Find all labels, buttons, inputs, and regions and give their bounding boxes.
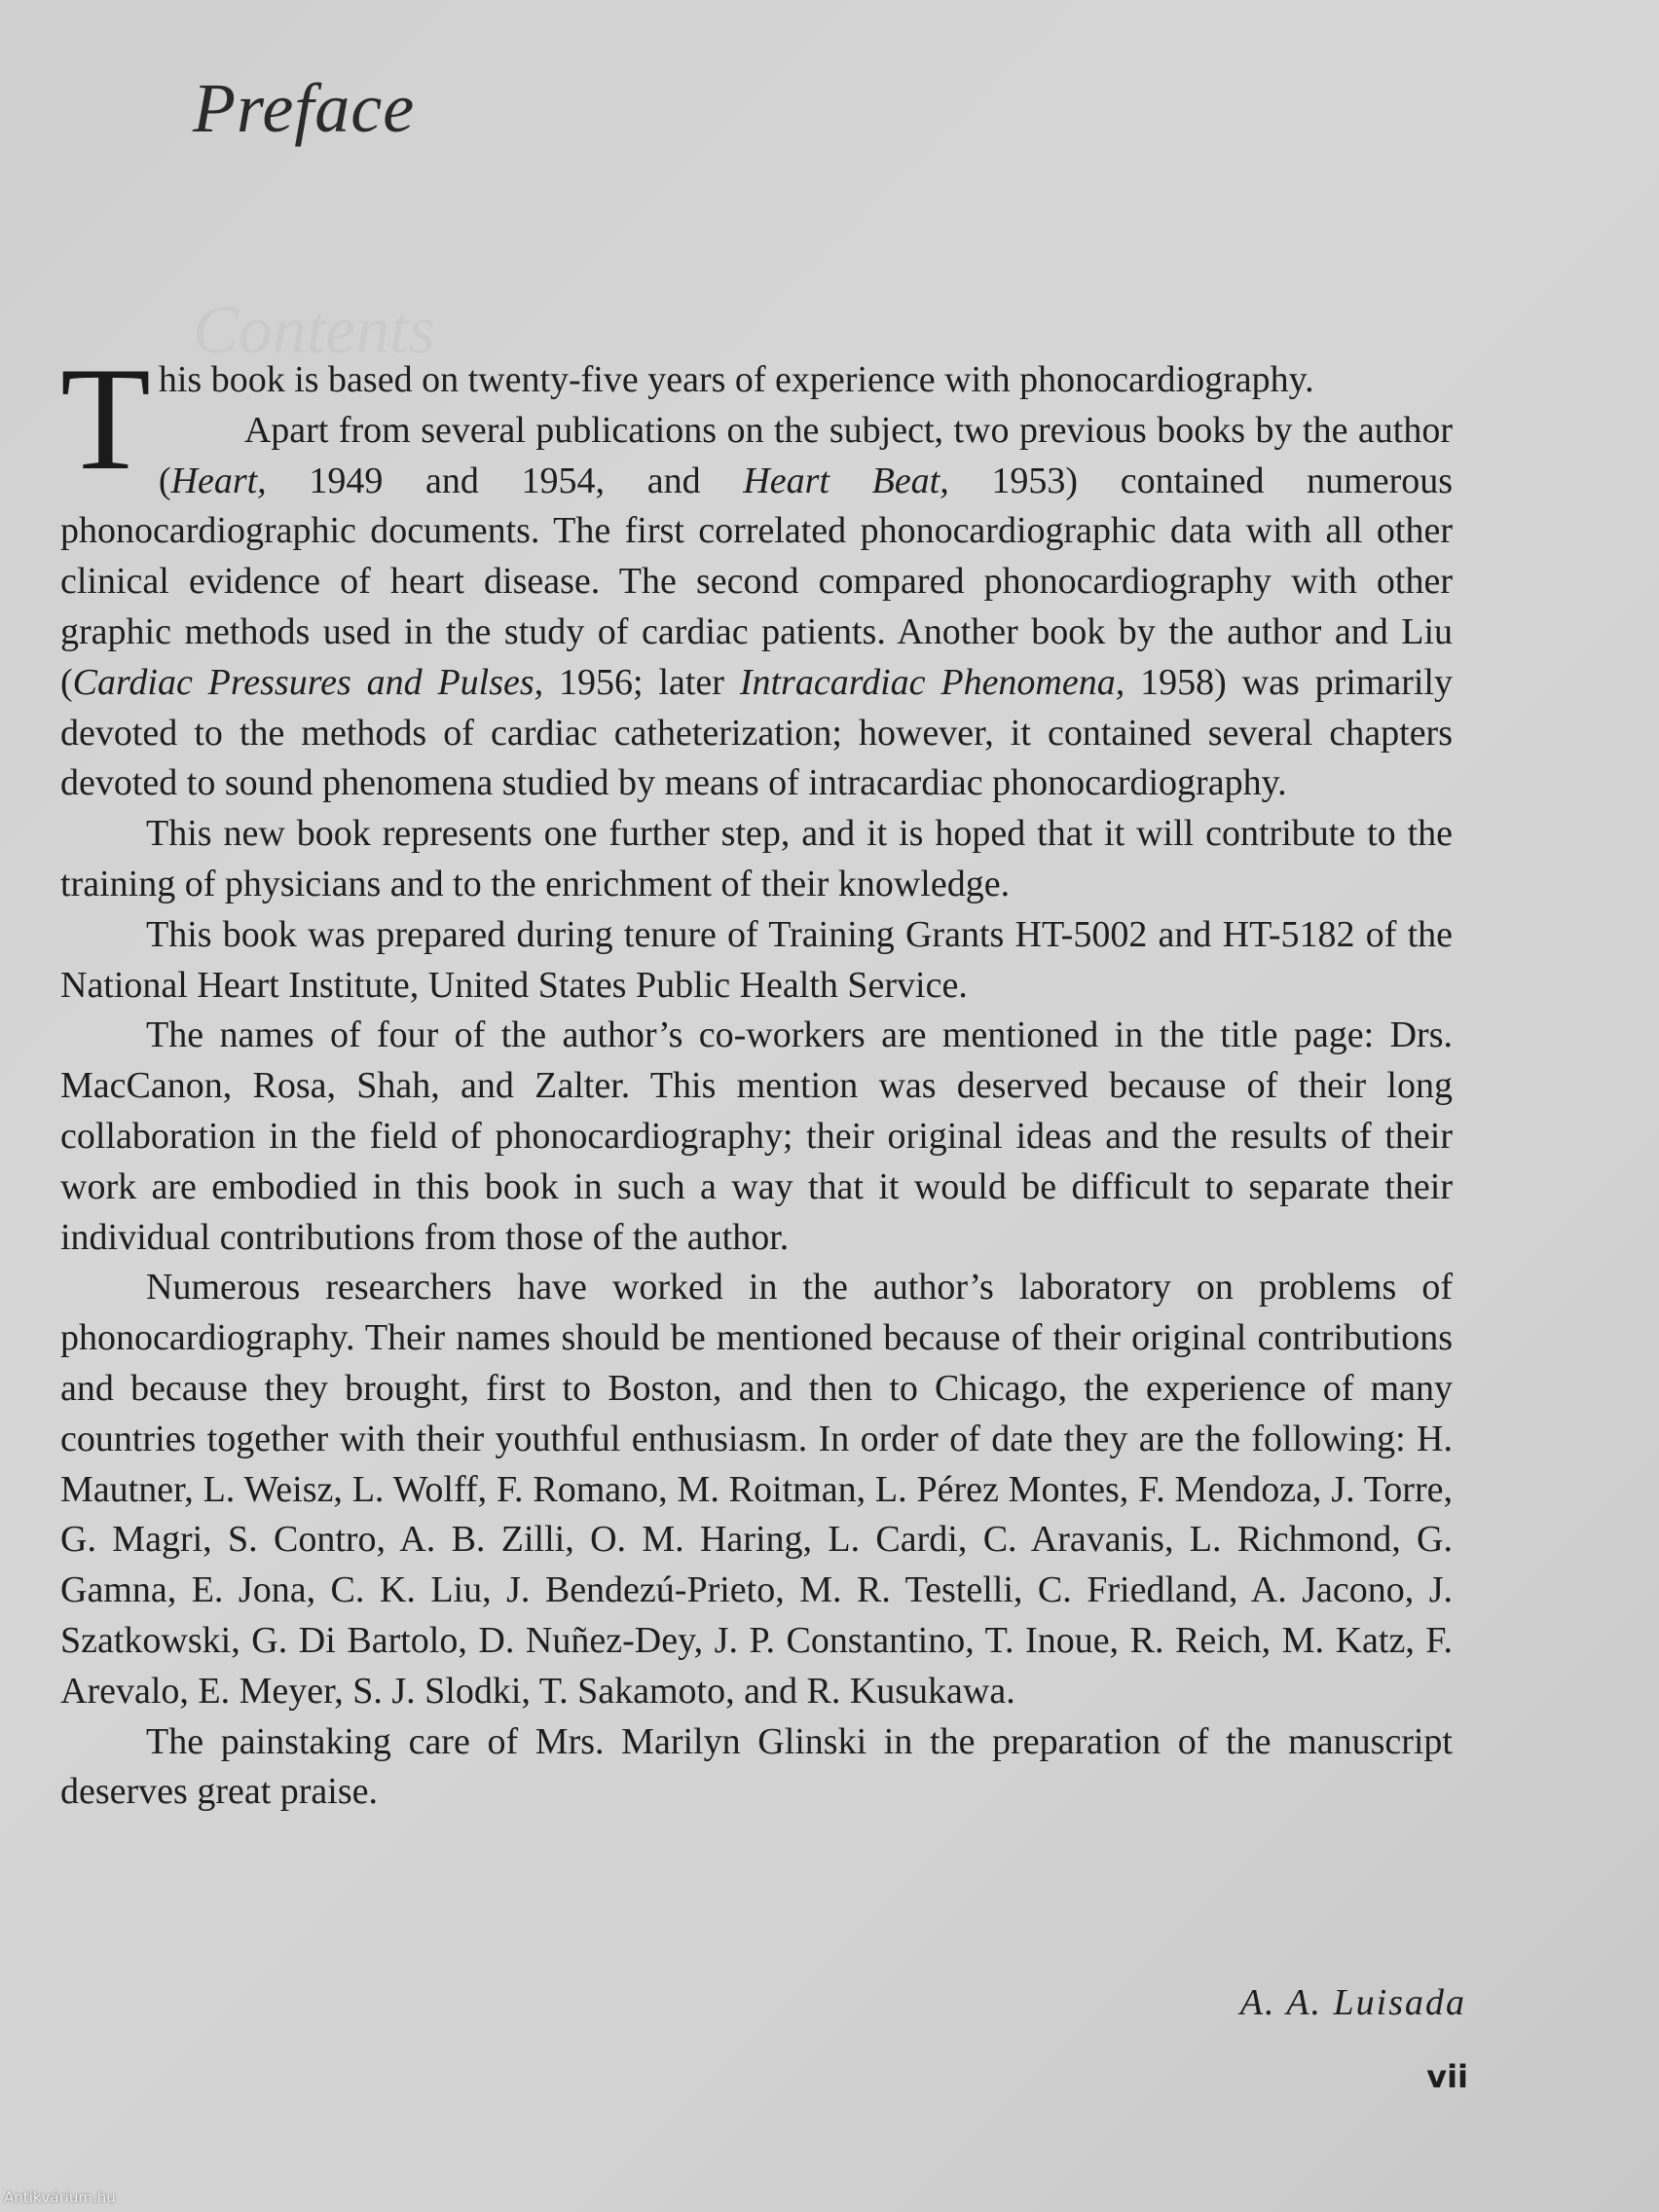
- paragraph-7: The painstaking care of Mrs. Marilyn Glinski in the preparation of the manuscript deserves great praise.: [60, 1720, 1453, 1813]
- paragraph-2: Apart from several publications on the subject, two previous books by the author (Heart, 1949 and 1954, and Heart Beat, 1953) contained numerous phonocardiographic documents. The first correlated phonocardiographic data with all other clinical evidence of heart disease. The second compared phonocardiography with other graphic methods used in the study of cardiac patients. Another book by the author and Liu (Cardiac Pressures and Pulses, 1956; later Intracardiac Phenomena, 1958) was primarily devoted to the methods of cardiac catheterization; however, it contained several chapters devoted to sound phenomena studied by means of intracardiac phonocardiography.: [60, 409, 1454, 804]
- paragraph-6: Numerous researchers have worked in the author’s laboratory on problems of phonocardiography. Their names should be mentioned because of their original contributions and because they brought, first to Boston, and then to Chicago, the experience of many countries together with their youthful enthusiasm. In order of date they are the following: H. Mautner, L. Weisz, L. Wolff, F. Romano, M. Roitman, L. Pérez Montes, F. Mendoza, J. Torre, G. Magri, S. Contro, A. B. Zilli, O. M. Haring, L. Cardi, C. Aravanis, L. Richmond, G. Gamna, E. Jona, C. K. Liu, J. Bendezú-Prieto, M. R. Testelli, C. Friedland, A. Jacono, J. Szatkowski, G. Di Bartolo, D. Nuñez-Dey, J. P. Constantino, T. Inoue, R. Reich, M. Katz, F. Arevalo, E. Meyer, S. J. Slodki, T. Sakamoto, and R. Kusukawa.: [60, 1267, 1453, 1712]
- watermark-text: Antikvárium.hu: [4, 2189, 116, 2206]
- author-signature: A. A. Luisada: [1239, 1982, 1466, 2023]
- paragraph-4: This book was prepared during tenure of Training Grants HT-5002 and HT-5182 of the National Heart Institute, United States Public Health Service.: [60, 913, 1453, 1006]
- paragraph-5: The names of four of the author’s co-workers are mentioned in the title page: Drs. MacCanon, Rosa, Shah, and Zalter. This mention was deserved because of their long collaboration in the field of phonocardiography; their original ideas and the results of their work are embodied in this book in such a way that it would be difficult to separate their individual contributions from those of the author.: [60, 1014, 1453, 1258]
- drop-cap: T: [60, 337, 151, 500]
- page-number: vii: [1426, 2058, 1468, 2095]
- paragraph-1-text: his book is based on twenty-five years of experience with phonocardiography.: [158, 359, 1314, 400]
- bleed-through-heading: Contents: [193, 293, 435, 368]
- paragraph-3: This new book represents one further step, and it is hoped that it will contribute to the training of physicians and to the enrichment of their knowledge.: [60, 813, 1453, 904]
- preface-body: [60, 337, 1454, 1818]
- paragraph-1: [60, 337, 1453, 500]
- page-heading: Preface: [193, 69, 416, 147]
